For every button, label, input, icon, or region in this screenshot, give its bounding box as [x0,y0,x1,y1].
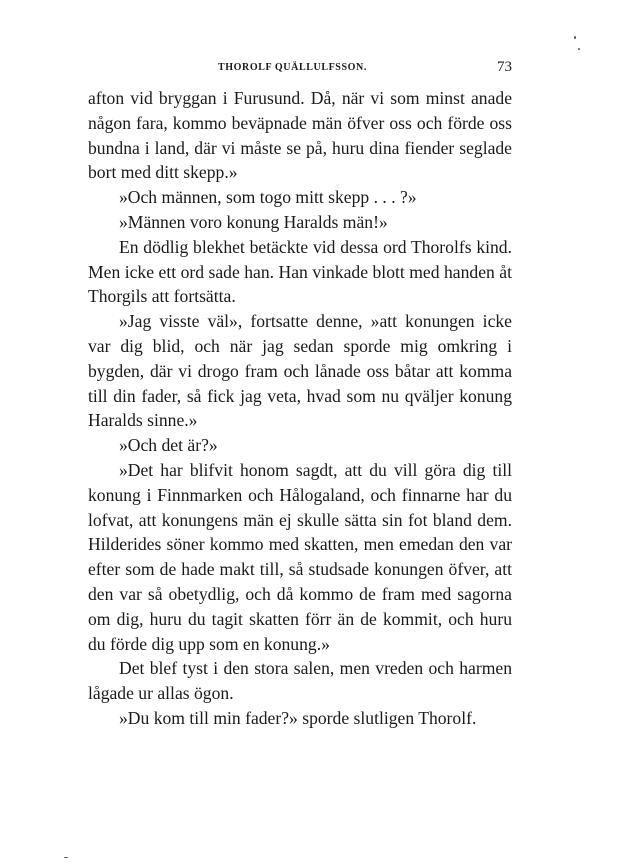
scan-speck [574,36,576,39]
paragraph: »Och det är?» [119,435,218,456]
paragraph: »Jag visste väl», fortsatte denne, »att konungen icke var dig blid, och när jag sedan sporde mig omkring i bygden, där vi drogo fram och lånade oss båtar att komma till din fader, så fick jag veta, hvad som nu qväljer konung Haralds sinne.» [88,311,512,431]
running-head [88,59,512,80]
running-title: THOROLF QUÄLLULFSSON. [218,62,367,73]
paragraph: »Männen voro konung Haralds män!» [119,211,388,232]
paragraph: »Och männen, som togo mitt skepp . . . ?» [119,187,417,208]
paragraph: Det blef tyst i den stora salen, men vreden och harmen lågade ur allas ögon. [88,658,512,704]
scan-speck [64,857,68,858]
paragraph: »Du kom till min fader?» sporde slutligen Thorolf. [119,707,477,728]
body-text [88,86,512,731]
scan-speck [578,48,580,50]
paragraph: »Det har blifvit honom sagdt, att du vill göra dig till konung i Finnmarken och Hålogaland, och finnarne har du lofvat, att konungens män ej skulle sätta sin fot bland dem. Hilderides söner kommo med skatten, men emedan den var efter som de hade makt till, så studsade konungen öfver, att den var så obetydlig, och då kommo de fram med sagorna om dig, huru du tagit skatten förr än de kommit, och huru du förde dig upp som en konung.» [88,459,512,654]
page-number: 73 [497,59,512,75]
paragraph: En dödlig blekhet betäckte vid dessa ord Thorolfs kind. Men icke ett ord sade han. Han vinkade blott med handen åt Thorgils att fortsätta. [88,236,512,307]
paragraph-continued: afton vid bryggan i Furusund. Då, när vi som minst anade någon fara, kommo beväpnade män öfver oss och förde oss bundna i land, där vi måste se på, huru dina fiender seglade bort med ditt skepp.» [88,88,512,183]
